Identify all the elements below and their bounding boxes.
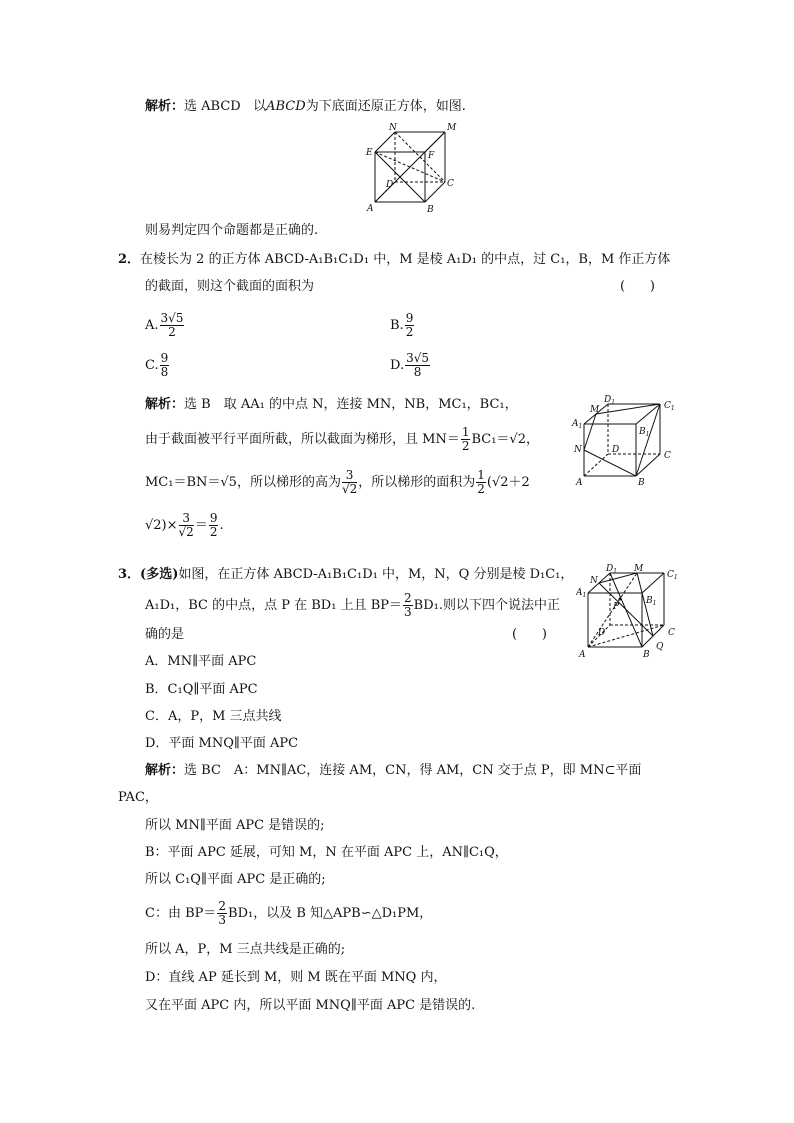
text: √2)×	[145, 518, 178, 533]
label-N: N	[590, 576, 598, 586]
question-3-line-3: 确的是	[145, 627, 185, 642]
fraction	[179, 512, 194, 539]
label-N: N	[389, 123, 397, 133]
question-2-solution-line-1	[145, 397, 518, 413]
denominator: √2	[341, 482, 358, 496]
cube-figure-2	[568, 392, 683, 492]
numerator: 1	[477, 468, 485, 482]
answer-blank: ( )	[620, 279, 655, 294]
label-A: A	[367, 204, 374, 214]
label-text: C	[667, 570, 674, 580]
question-3-solution-line-8: D：直线 AP 延长到 M，则 M 既在平面 MNQ 内，	[145, 970, 447, 985]
label-P: P	[613, 602, 620, 612]
denominator: 2	[168, 325, 176, 339]
label-D1	[605, 564, 617, 575]
label-B: B	[638, 478, 645, 488]
label-D1	[603, 395, 615, 406]
text: ABCD	[266, 99, 306, 114]
question-2-line-1	[118, 252, 670, 268]
solution-label: 解析：	[145, 99, 185, 114]
text: 选 B 取 AA₁ 的中点 N，连接 MN，NB，MC₁，BC₁，	[184, 397, 518, 412]
fraction	[209, 512, 219, 539]
subscript: 1	[613, 568, 618, 575]
numerator: 2	[218, 899, 227, 913]
question-3-line-2	[145, 591, 560, 621]
text: BD₁，以及 B 知△APB∽△D₁PM，	[228, 906, 433, 921]
answer: 选 ABCD	[184, 99, 241, 114]
option-C: C．A，P，M 三点共线	[145, 709, 282, 724]
denominator: 2	[405, 325, 414, 339]
denominator: 3	[404, 605, 412, 619]
text: 由于截面被平行平面所截，所以截面为梯形，且 MN＝	[145, 432, 460, 447]
label-text: A	[576, 588, 583, 598]
denominator: 3	[218, 913, 227, 927]
solution-1-line	[145, 99, 466, 115]
label-text: D	[606, 564, 614, 574]
label-B1	[638, 427, 649, 438]
option-B: B．C₁Q∥平面 APC	[145, 682, 258, 697]
subscript: 1	[578, 423, 583, 430]
option-label: D.	[390, 358, 405, 373]
question-3-solution-line-3: 所以 MN∥平面 APC 是错误的;	[145, 818, 325, 833]
question-3-solution-line-4: B：平面 APC 延展，可知 M，N 在平面 APC 上，AN∥C₁Q，	[145, 845, 508, 860]
option-C	[145, 352, 170, 380]
cube-figure-3	[576, 563, 686, 663]
option-label: C.	[145, 358, 159, 373]
question-3-solution-line-9: 又在平面 APC 内，所以平面 MNQ∥平面 APC 是错误的.	[145, 998, 476, 1013]
text: 选 BC A：MN∥AC，连接 AM，CN，得 AM，CN 交于点 P，即 MN⊂平面	[184, 763, 642, 778]
option-A	[145, 312, 185, 340]
text: .	[219, 518, 224, 533]
text: ＝	[194, 518, 208, 533]
solution-label: 解析：	[145, 397, 185, 412]
numerator: 9	[209, 511, 218, 525]
fraction	[405, 312, 415, 339]
label-E: E	[366, 148, 373, 158]
label-C1	[664, 401, 675, 412]
label-Q: Q	[656, 642, 664, 652]
fraction	[461, 426, 471, 453]
label-F: F	[428, 151, 435, 161]
subscript: 1	[611, 399, 616, 406]
fraction	[160, 312, 185, 339]
text: 以	[253, 99, 267, 114]
numerator: 9	[405, 311, 414, 325]
label-A1	[576, 588, 586, 599]
label-M: M	[447, 123, 457, 133]
label-A: A	[579, 650, 586, 660]
denominator: 2	[209, 525, 218, 539]
label-text: C	[664, 401, 671, 411]
question-2-solution-line-3	[145, 468, 530, 498]
question-tag: (多选)	[140, 567, 179, 582]
text: C：由 BP＝	[145, 906, 217, 921]
point-P	[619, 598, 622, 601]
text: 为下底面还原正方体，如图.	[305, 99, 466, 114]
subscript: 1	[652, 600, 657, 607]
subscript: 1	[645, 431, 650, 438]
solution-1-conclusion: 则易判定四个命题都是正确的.	[145, 223, 319, 238]
label-M: M	[590, 405, 600, 415]
text: BD₁.则以下四个说法中正	[413, 598, 560, 613]
option-label: B.	[390, 318, 404, 333]
subscript: 1	[670, 405, 675, 412]
label-B: B	[643, 650, 650, 660]
label-N: N	[574, 445, 582, 455]
cube-figure-1	[365, 120, 465, 215]
label-C: C	[668, 628, 675, 638]
fraction	[217, 900, 227, 927]
option-D	[390, 352, 431, 380]
question-2-line-2: 的截面，则这个截面的面积为	[145, 279, 315, 294]
question-number: 3．	[118, 567, 141, 582]
denominator: 8	[413, 365, 422, 379]
question-3-solution-line-1	[145, 763, 641, 779]
label-D: D	[612, 445, 620, 455]
denominator: 8	[160, 365, 169, 379]
question-3-line-1	[118, 567, 573, 583]
text: 在棱长为 2 的正方体 ABCD-A₁B₁C₁D₁ 中，M 是棱 A₁D₁ 的中点，过 C₁，B，M 作正方体	[140, 252, 671, 267]
fraction	[476, 469, 486, 496]
numerator: 3√5	[160, 311, 184, 325]
label-B1	[645, 596, 656, 607]
label-D: D	[386, 180, 394, 190]
option-label: A.	[145, 318, 159, 333]
label-A1	[571, 419, 582, 430]
text: BC₁＝√2，	[471, 432, 539, 447]
label-B: B	[427, 205, 434, 215]
subscript: 1	[582, 592, 587, 599]
label-D: D	[598, 628, 606, 638]
label-C: C	[664, 451, 671, 461]
question-number: 2．	[118, 252, 141, 267]
numerator: 1	[461, 425, 470, 439]
question-3-solution-line-5: 所以 C₁Q∥平面 APC 是正确的;	[145, 872, 326, 887]
numerator: 3	[179, 512, 194, 526]
label-text: A	[572, 419, 579, 429]
option-A: A．MN∥平面 APC	[145, 654, 257, 669]
label-C1	[667, 570, 678, 581]
label-text: D	[604, 395, 612, 405]
text: 如图，在正方体 ABCD-A₁B₁C₁D₁ 中，M，N，Q 分别是棱 D₁C₁，	[178, 567, 574, 582]
fraction	[160, 352, 170, 379]
numerator: 3√5	[406, 351, 430, 365]
answer-blank: ( )	[512, 627, 547, 642]
label-M: M	[634, 564, 644, 574]
label-C: C	[447, 179, 454, 189]
numerator: 9	[160, 351, 169, 365]
question-3-solution-line-2: PAC，	[118, 790, 158, 805]
question-3-solution-line-6	[145, 899, 432, 929]
label-A: A	[576, 478, 583, 488]
denominator: 2	[461, 439, 470, 453]
label-text: B	[639, 427, 646, 437]
question-3-solution-line-7: 所以 A，P，M 三点共线是正确的;	[145, 942, 346, 957]
question-2-solution-line-4	[145, 511, 224, 541]
fraction	[342, 469, 357, 496]
numerator: 2	[404, 591, 412, 605]
text: A₁D₁，BC 的中点，点 P 在 BD₁ 上且 BP＝	[145, 598, 403, 613]
fraction	[405, 352, 430, 379]
subscript: 1	[673, 574, 678, 581]
label-text: B	[646, 596, 653, 606]
fraction	[403, 592, 413, 619]
option-D: D．平面 MNQ∥平面 APC	[145, 736, 299, 751]
text: MC₁＝BN＝√5，所以梯形的高为	[145, 475, 341, 490]
text: (√2＋2	[486, 475, 530, 490]
numerator: 3	[342, 469, 357, 483]
text: ，所以梯形的面积为	[358, 475, 476, 490]
denominator: √2	[178, 525, 194, 539]
solution-label: 解析：	[145, 763, 185, 778]
question-2-solution-line-2	[145, 425, 539, 455]
denominator: 2	[477, 482, 485, 496]
option-B	[390, 312, 415, 340]
